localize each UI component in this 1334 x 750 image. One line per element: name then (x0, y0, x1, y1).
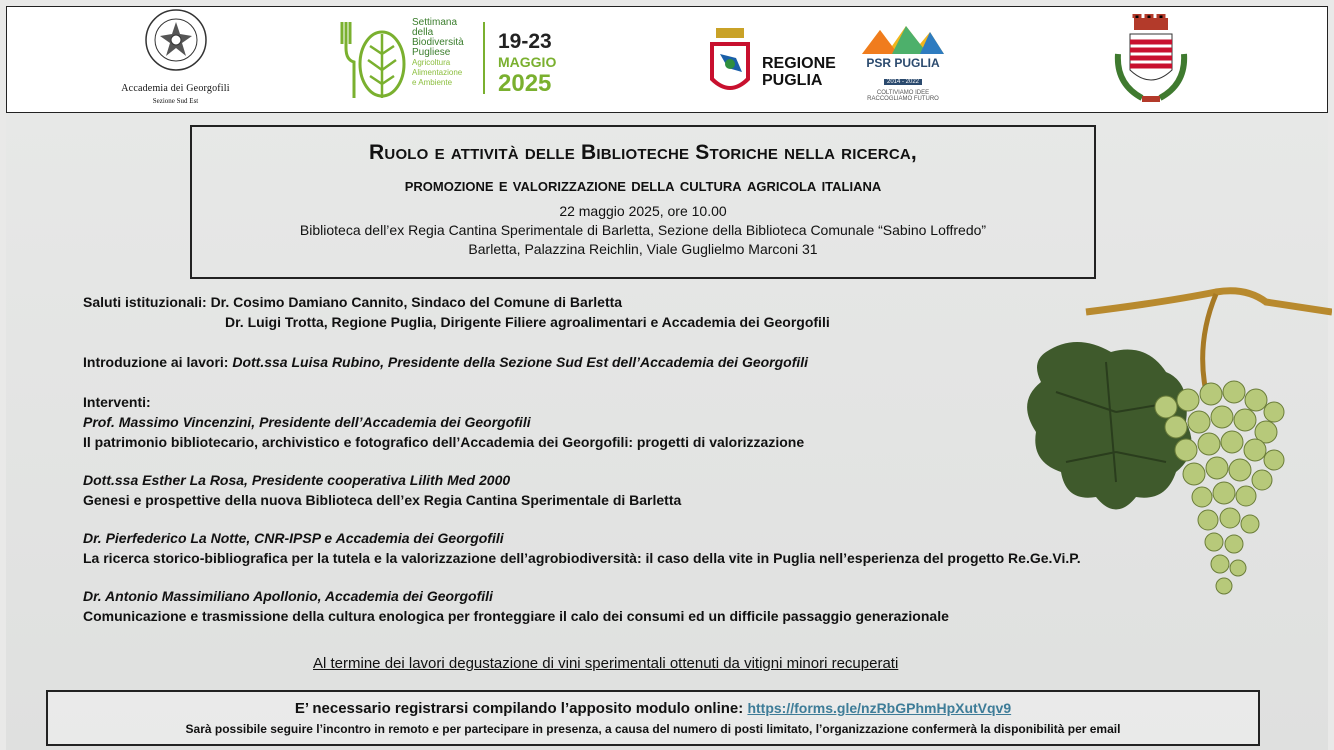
talk-speaker: Dott.ssa Esther La Rosa, Presidente cooperativa Lilith Med 2000 (83, 472, 511, 488)
registration-text: E’ necessario registrarsi compilando l’apposito modulo online: (294, 700, 744, 717)
psr-tagline1: COLTIVIAMO IDEE (876, 90, 930, 96)
psr-puglia-logo (858, 22, 948, 108)
event-info (192, 202, 1094, 259)
event-title-box (190, 125, 1096, 279)
regione-puglia-logo (706, 28, 851, 100)
intro-speaker: Dott.ssa Luisa Rubino, Presidente della Sezione Sud Est dell’Accademia dei Georgofili (232, 354, 809, 370)
registration-note: Sarà possibile seguire l’incontro in remoto e per partecipare in presenza, a causa del numero di posti limitato, l’organizzazione confermerà la disponibilità per email (185, 722, 1121, 736)
settimana-line4: Pugliese (412, 47, 451, 58)
event-title-line2: promozione e valorizzazione della cultura agricola italiana (404, 175, 882, 196)
registration-link[interactable]: https://forms.gle/nzRbGPhmHpXutVqv9 (747, 700, 1012, 716)
talk-speaker: Dr. Antonio Massimiliano Apollonio, Accademia dei Georgofili (83, 588, 493, 604)
regione-crest-icon (706, 28, 754, 100)
accademia-name: Accademia dei Georgofili (121, 83, 230, 94)
interventi-label: Interventi: (83, 394, 151, 410)
talk-speaker: Prof. Massimo Vincenzini, Presidente dell’Accademia dei Georgofili (83, 414, 531, 430)
event-title-line1: Ruolo e attività delle Biblioteche Storiche nella ricerca, (369, 141, 917, 164)
barletta-coat-of-arms (1112, 14, 1190, 106)
accademia-logo (108, 8, 243, 105)
grape-cluster-illustration (1016, 282, 1332, 608)
talk-topic: Comunicazione e trasmissione della cultura enologica per fronteggiare il calo dei consumi ed un difficile passaggio generazionale (83, 608, 949, 624)
georgofili-seal-icon (144, 8, 208, 72)
regione-line2: PUGLIA (762, 72, 823, 89)
settimana-divider (483, 22, 485, 94)
event-date: 22 maggio 2025, ore 10.00 (559, 203, 727, 219)
settimana-dates: 19-23 (498, 30, 552, 53)
saluti-speaker-2: Dr. Luigi Trotta, Regione Puglia, Dirigente Filiere agroalimentari e Accademia dei Georgofili (225, 314, 830, 330)
settimana-line2: della (412, 27, 434, 38)
talk-topic: La ricerca storico-bibliografica per la tutela e la valorizzazione dell’agrobiodiversità: il caso della vite in Puglia nell’esperienza del progetto Re.Ge.Vi.P. (83, 550, 1081, 566)
leaf-fork-icon (338, 18, 408, 102)
talk-speaker: Dr. Pierfederico La Notte, CNR-IPSP e Accademia dei Georgofili (83, 530, 504, 546)
psr-years: 2014 - 2022 (884, 79, 922, 85)
settimana-year: 2025 (498, 70, 552, 97)
saluti-label: Saluti istituzionali: (83, 294, 207, 310)
registration-line (48, 700, 1258, 717)
barletta-crest-icon (1112, 14, 1190, 106)
talk-topic: Il patrimonio bibliotecario, archivistico e fotografico dell’Accademia dei Georgofili: progetti di valorizzazione (83, 434, 805, 450)
regione-line1: REGIONE (762, 55, 836, 72)
psr-mountains-icon (858, 22, 948, 56)
settimana-line6: Alimentazione (412, 68, 463, 77)
settimana-line1: Settimana (412, 17, 458, 28)
registration-box (46, 690, 1260, 746)
event-venue: Biblioteca dell’ex Regia Cantina Sperimentale di Barletta, Sezione della Biblioteca Comunale “Sabino Loffredo” (299, 222, 987, 238)
settimana-month: MAGGIO (498, 54, 557, 70)
psr-tagline2: RACCOGLIAMO FUTURO (867, 96, 939, 102)
settimana-text (412, 18, 464, 88)
saluti-speaker-1: Dr. Cosimo Damiano Cannito, Sindaco del Comune di Barletta (210, 294, 623, 310)
intro-label: Introduzione ai lavori: (83, 354, 229, 370)
accademia-section: Sezione Sud Est (152, 97, 199, 105)
talk-topic: Genesi e prospettive della nuova Biblioteca dell’ex Regia Cantina Sperimentale di Barletta (83, 492, 682, 508)
tasting-note: Al termine dei lavori degustazione di vini sperimentali ottenuti da vitigni minori recuperati (313, 655, 899, 672)
settimana-logo (338, 18, 568, 102)
event-address: Barletta, Palazzina Reichlin, Viale Guglielmo Marconi 31 (468, 241, 818, 257)
settimana-line3: Biodiversità (412, 37, 464, 48)
settimana-line7: e Ambiente (412, 78, 453, 87)
psr-name: PSR PUGLIA (866, 56, 940, 70)
settimana-line5: Agricoltura (412, 58, 451, 67)
regione-name (762, 55, 836, 89)
